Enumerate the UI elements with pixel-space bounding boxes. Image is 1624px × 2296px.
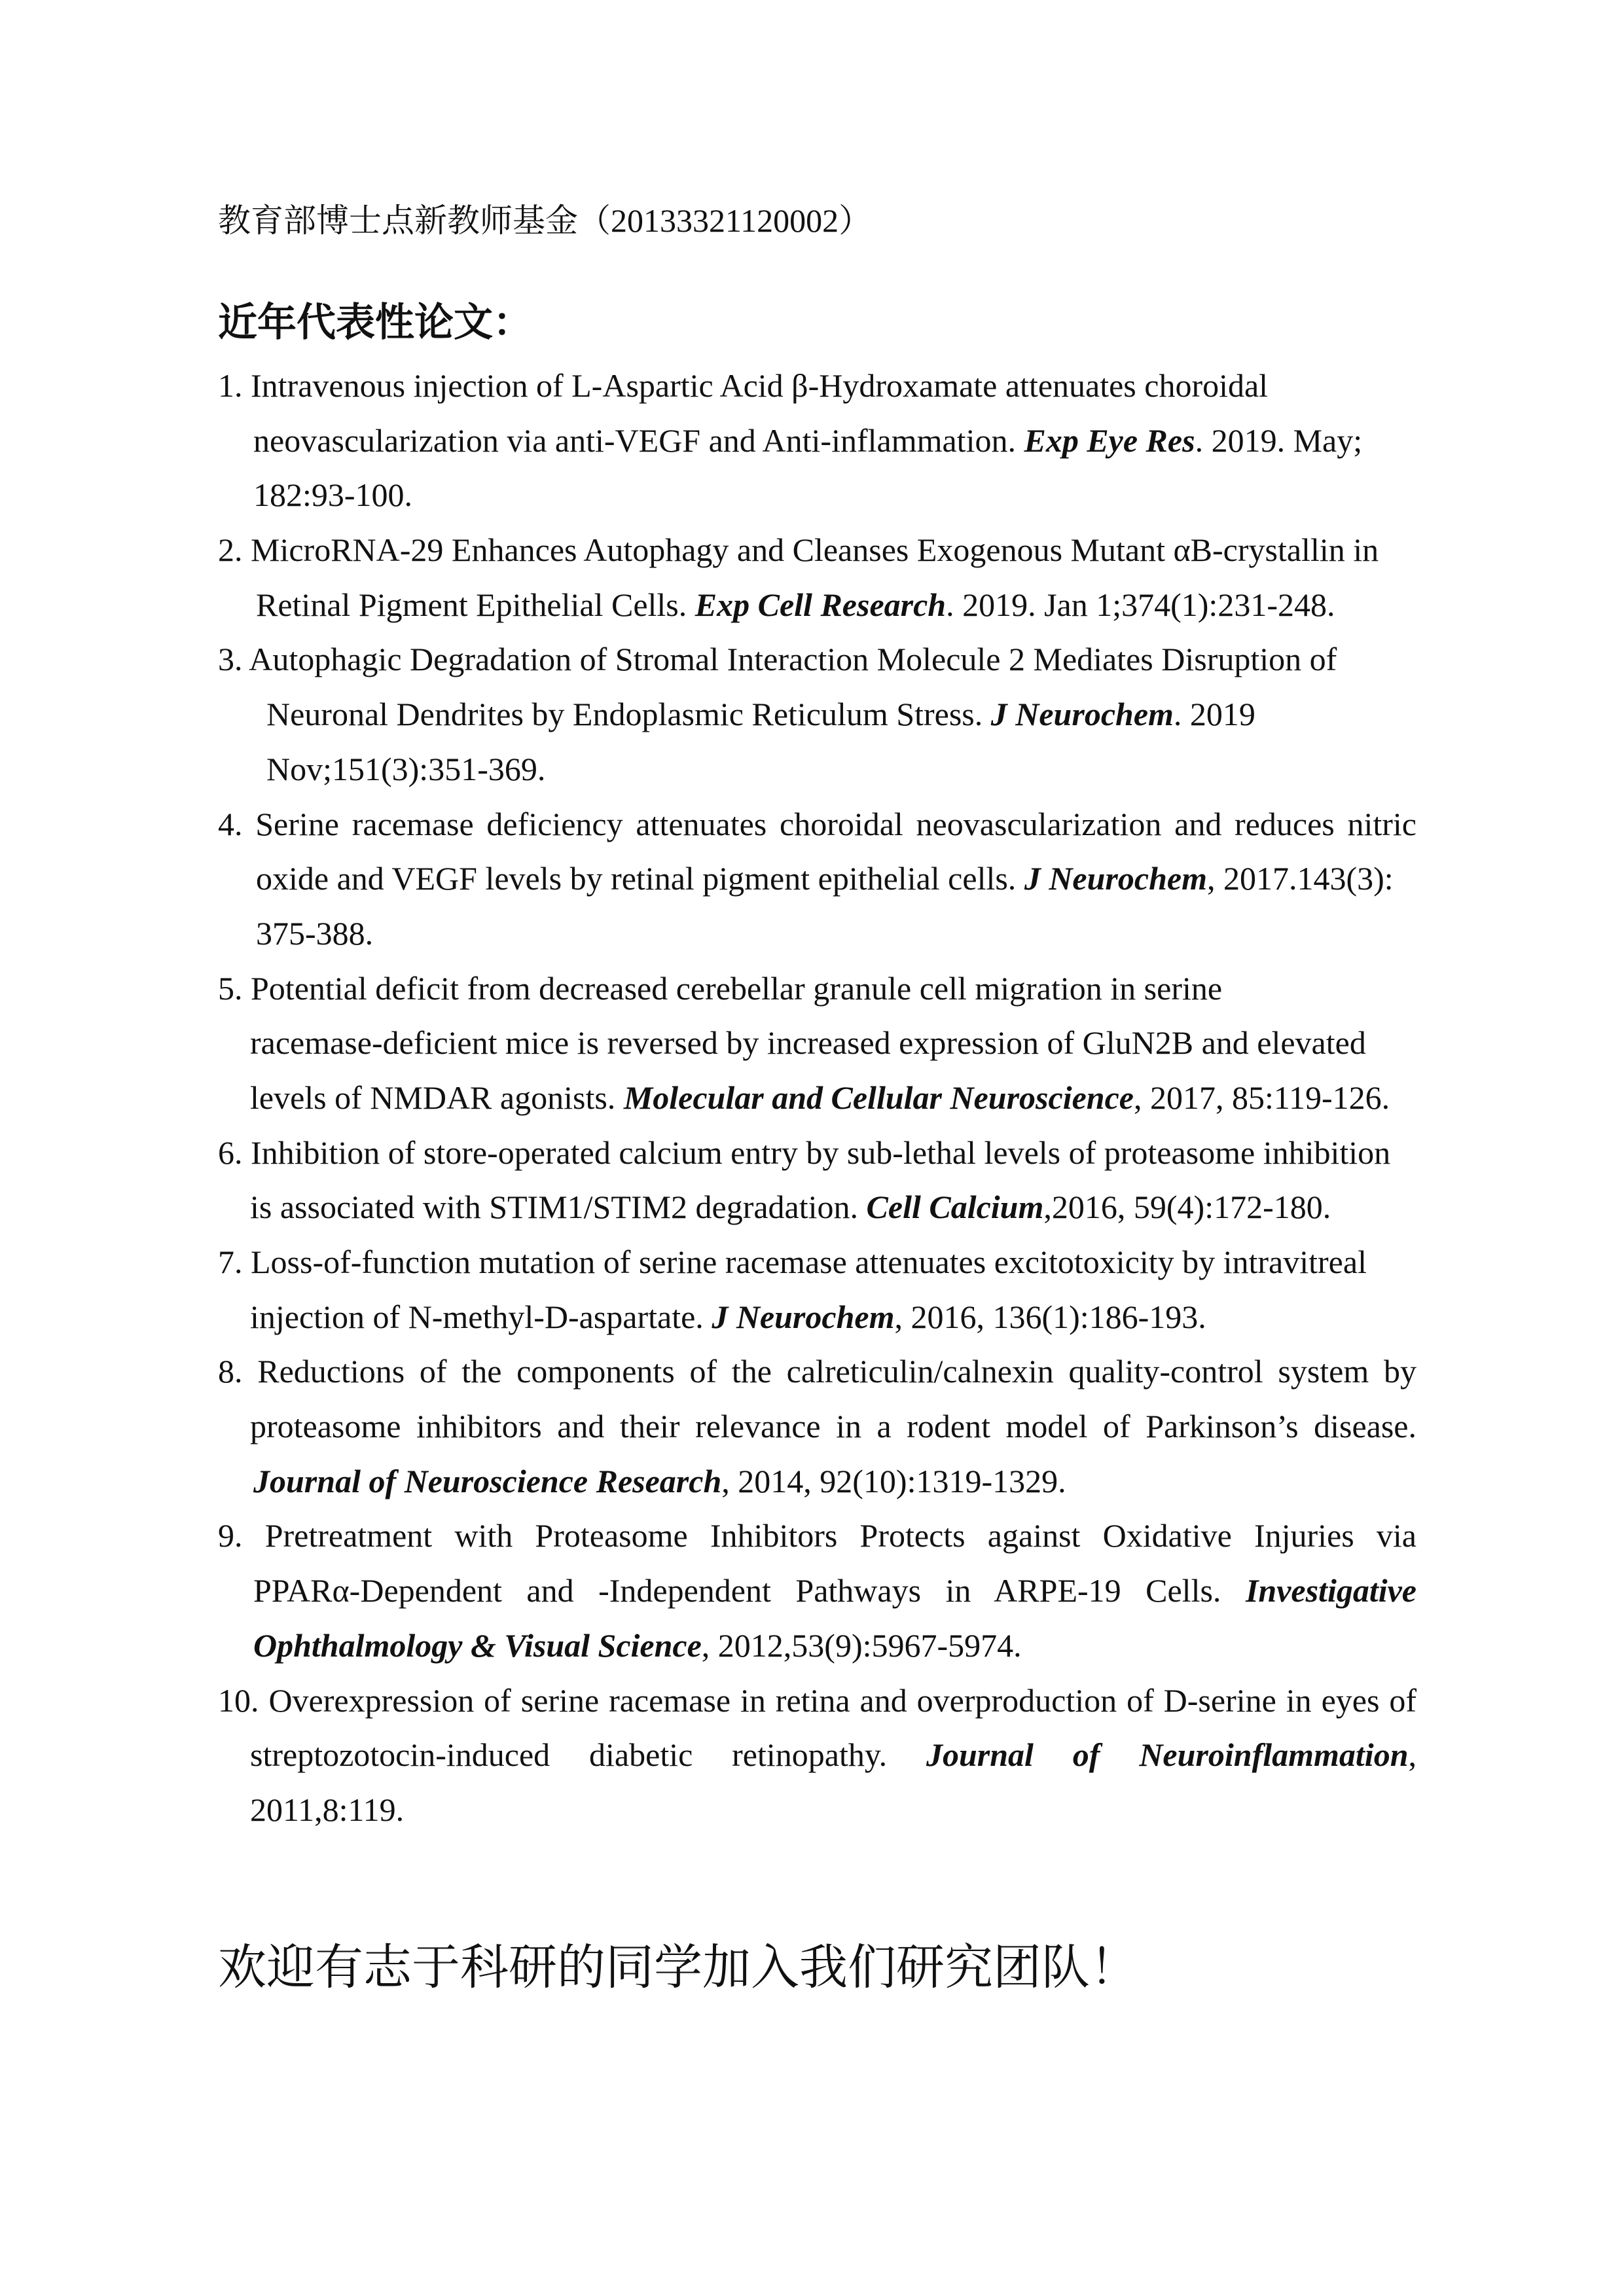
reference-line <box>218 1344 1416 1399</box>
reference-text: Autophagic Degradation of Stromal Interaction Molecule 2 Mediates Disruption of <box>249 641 1337 678</box>
reference-line <box>218 1674 1416 1729</box>
reference-text: racemase-deficient mice is reversed by increased expression of GluN2B and elevated <box>250 1024 1366 1062</box>
reference-item <box>218 523 1416 632</box>
reference-item <box>218 359 1416 523</box>
reference-text: Loss-of-function mutation of serine racemase attenuates excitotoxicity by intravitreal <box>251 1244 1367 1280</box>
reference-text: Intravenous injection of L-Aspartic Acid β-Hydroxamate attenuates choroidal <box>251 367 1269 404</box>
reference-line <box>218 523 1416 578</box>
reference-citation: . 2019. May; <box>1195 422 1363 459</box>
reference-number: 10. <box>218 1681 259 1719</box>
reference-text: Reductions of the components of the calreticulin/calnexin quality-control system by <box>257 1353 1416 1390</box>
journal-name: J Neurochem <box>990 696 1174 733</box>
reference-number: 9. <box>218 1517 243 1554</box>
journal-name: J Neurochem <box>712 1298 895 1335</box>
reference-line <box>218 632 1416 687</box>
reference-line <box>218 578 1416 633</box>
journal-name: Exp Cell Research <box>695 586 947 623</box>
reference-item <box>218 797 1416 961</box>
journal-name: Molecular and Cellular Neuroscience <box>623 1079 1134 1116</box>
reference-line <box>218 1071 1416 1126</box>
journal-name: Ophthalmology & Visual Science <box>253 1626 702 1664</box>
reference-line <box>218 1619 1416 1674</box>
reference-line <box>218 1180 1416 1235</box>
reference-number: 5. <box>218 969 243 1007</box>
journal-name: Cell Calcium <box>866 1189 1044 1226</box>
reference-text: proteasome inhibitors and their relevance in a rodent model of Parkinson’s disease. <box>250 1408 1416 1445</box>
reference-number: 8. <box>218 1353 243 1390</box>
reference-line <box>218 906 1416 961</box>
welcome-message: 欢迎有志于科研的同学加入我们研究团队！ <box>218 1941 1138 1995</box>
reference-line <box>218 468 1416 523</box>
reference-citation: . 2019 <box>1173 696 1255 733</box>
publications-heading: 近年代表性论文： <box>218 301 532 344</box>
reference-item <box>218 1344 1416 1509</box>
journal-name: Investigative <box>1245 1572 1416 1609</box>
reference-citation: . 2019. Jan 1;374(1):231-248. <box>946 586 1335 623</box>
reference-text: Serine racemase deficiency attenuates choroidal neovascularization and reduces nitric <box>255 805 1416 842</box>
reference-line <box>218 797 1416 852</box>
reference-item <box>218 1126 1416 1235</box>
reference-line <box>218 1016 1416 1071</box>
reference-text: 2011,8:119. <box>250 1791 405 1828</box>
reference-line <box>218 1290 1416 1345</box>
reference-number: 4. <box>218 805 243 842</box>
reference-citation: , 2017.143(3): <box>1206 860 1394 897</box>
reference-text: 182:93-100. <box>253 476 413 514</box>
reference-text: levels of NMDAR agonists. <box>250 1079 616 1116</box>
reference-text: Pretreatment with Proteasome Inhibitors Protects against Oxidative Injuries via <box>264 1517 1417 1554</box>
reference-line <box>218 1564 1416 1619</box>
funding-line: 教育部博士点新教师基金（20133321120002） <box>218 202 872 239</box>
reference-line <box>218 1235 1416 1290</box>
reference-number: 6. <box>218 1134 243 1171</box>
reference-text: oxide and VEGF levels by retinal pigment epithelial cells. <box>256 860 1017 897</box>
reference-text: Overexpression of serine racemase in retina and overproduction of D-serine in eyes of <box>268 1681 1416 1719</box>
reference-citation: , <box>1408 1736 1416 1774</box>
reference-number: 3. <box>218 641 243 678</box>
reference-text: 375-388. <box>256 914 374 952</box>
reference-item <box>218 632 1416 797</box>
reference-item <box>218 961 1416 1126</box>
reference-citation: , 2012,53(9):5967-5974. <box>701 1626 1022 1664</box>
reference-line <box>218 1399 1416 1454</box>
reference-number: 2. <box>218 531 243 569</box>
reference-line <box>218 961 1416 1016</box>
reference-item <box>218 1674 1416 1838</box>
journal-name: J Neurochem <box>1024 860 1207 897</box>
journal-name: Journal of Neuroscience Research <box>253 1462 722 1499</box>
reference-text: Inhibition of store-operated calcium entry by sub-lethal levels of proteasome inhibition <box>251 1134 1391 1171</box>
reference-number: 1. <box>218 367 243 404</box>
journal-name: Journal of Neuroinflammation <box>926 1736 1409 1774</box>
reference-line <box>218 687 1416 742</box>
reference-line <box>218 1783 1416 1838</box>
reference-line <box>218 1126 1416 1181</box>
reference-number: 7. <box>218 1244 243 1280</box>
reference-line <box>218 1454 1416 1509</box>
reference-text: MicroRNA-29 Enhances Autophagy and Cleanses Exogenous Mutant αB-crystallin in <box>251 531 1379 569</box>
reference-line <box>218 414 1416 469</box>
journal-name: Exp Eye Res <box>1024 422 1195 459</box>
reference-text: Neuronal Dendrites by Endoplasmic Reticulum Stress. <box>266 696 983 733</box>
publication-list <box>218 359 1416 1838</box>
reference-text: PPARα-Dependent and -Independent Pathways in ARPE-19 Cells. <box>253 1572 1221 1609</box>
reference-text: Potential deficit from decreased cerebellar granule cell migration in serine <box>251 969 1223 1007</box>
reference-text: injection of N-methyl-D-aspartate. <box>250 1298 704 1335</box>
reference-line <box>218 742 1416 797</box>
reference-text: neovascularization via anti-VEGF and Anti-inflammation. <box>253 422 1016 459</box>
reference-text: streptozotocin-induced diabetic retinopathy. <box>250 1736 888 1774</box>
reference-line <box>218 359 1416 414</box>
reference-item <box>218 1235 1416 1344</box>
reference-line <box>218 852 1416 906</box>
reference-text: Nov;151(3):351-369. <box>266 750 546 787</box>
reference-citation: ,2016, 59(4):172-180. <box>1043 1189 1331 1226</box>
reference-line <box>218 1728 1416 1783</box>
reference-text: Retinal Pigment Epithelial Cells. <box>256 586 687 623</box>
reference-citation: , 2017, 85:119-126. <box>1134 1079 1390 1116</box>
reference-text: is associated with STIM1/STIM2 degradation. <box>250 1189 859 1226</box>
reference-citation: , 2016, 136(1):186-193. <box>894 1298 1206 1335</box>
reference-item <box>218 1509 1416 1673</box>
reference-citation: , 2014, 92(10):1319-1329. <box>721 1462 1066 1499</box>
reference-line <box>218 1509 1416 1564</box>
